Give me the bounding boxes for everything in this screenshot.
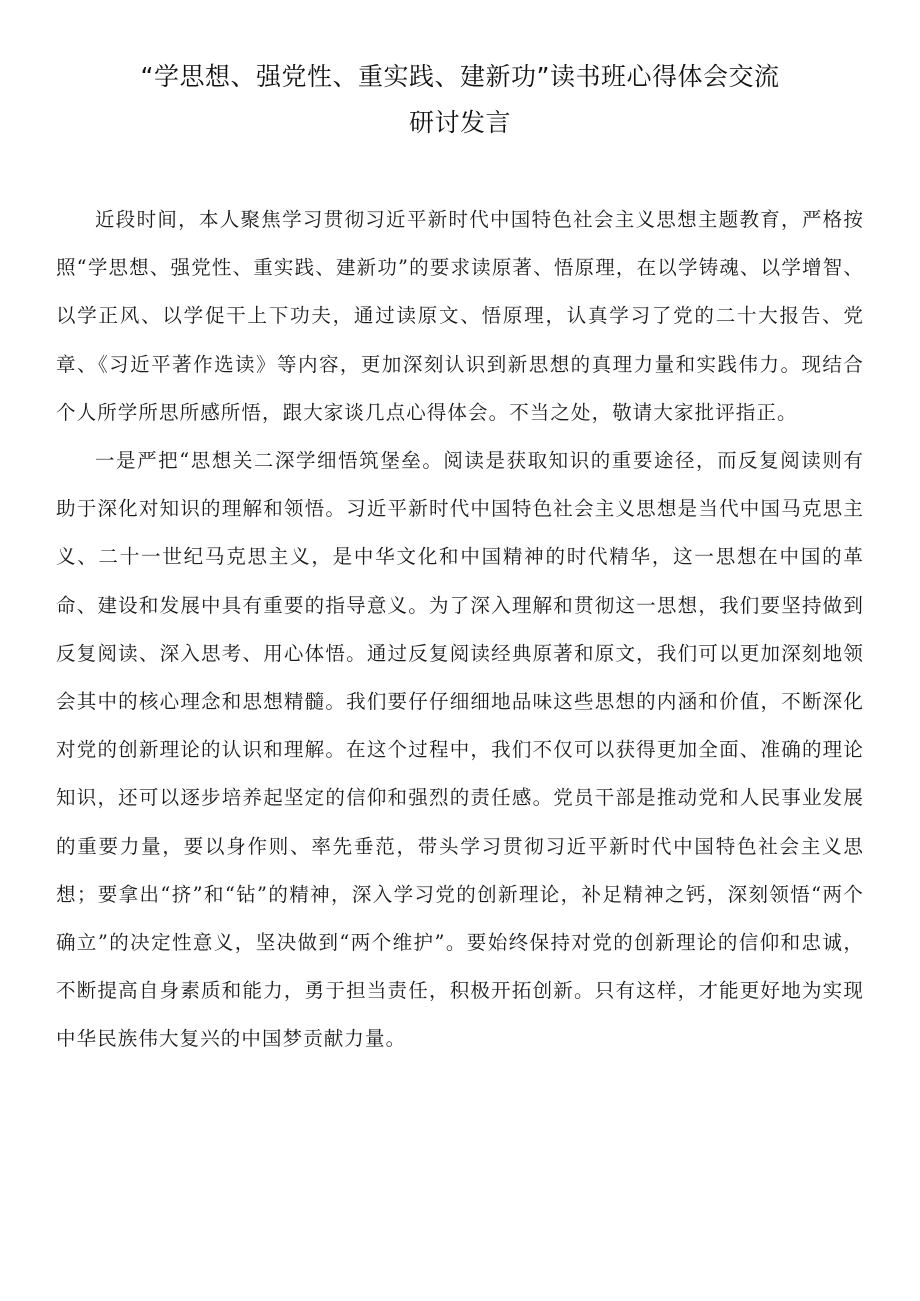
document-title <box>0 54 920 146</box>
title-line-2: 研讨发言 <box>408 108 511 137</box>
document-body <box>56 196 864 1064</box>
paragraph-point-one: 一是严把“思想关二深学细悟筑堡垒。阅读是获取知识的重要途径，而反复阅读则有助于深化对知识的理解和领悟。习近平新时代中国特色社会主义思想是当代中国马克思主义、二十一世纪马克思主义，是中华文化和中国精神的时代精华，这一思想在中国的革命、建设和发展中具有重要的指导意义。为了深入理解和贯彻这一思想，我们要坚持做到反复阅读、深入思考、用心体悟。通过反复阅读经典原著和原文，我们可以更加深刻地领会其中的核心理念和思想精髓。我们要仔仔细细地品味这些思想的内涵和价值，不断深化对党的创新理论的认识和理解。在这个过程中，我们不仅可以获得更加全面、准确的理论知识，还可以逐步培养起坚定的信仰和强烈的责任感。党员干部是推动党和人民事业发展的重要力量，要以身作则、率先垂范，带头学习贯彻习近平新时代中国特色社会主义思想；要拿出“挤”和“钻”的精神，深入学习党的创新理论，补足精神之钙，深刻领悟“两个确立”的决定性意义，坚决做到“两个维护”。要始终保持对党的创新理论的信仰和忠诚，不断提高自身素质和能力，勇于担当责任，积极开拓创新。只有这样，才能更好地为实现中华民族伟大复兴的中国梦贡献力量。 <box>56 449 864 1051</box>
title-line-1: “学思想、强党性、重实践、建新功”读书班心得体会交流 <box>140 62 780 91</box>
paragraph-intro: 近段时间，本人聚焦学习贯彻习近平新时代中国特色社会主义思想主题教育，严格按照“学思想、强党性、重实践、建新功”的要求读原著、悟原理，在以学铸魂、以学增智、以学正风、以学促干上下功夫，通过读原文、悟原理，认真学习了党的二十大报告、党章、《习近平著作选读》等内容，更加深刻认识到新思想的真理力量和实践伟力。现结合个人所学所思所感所悟，跟大家谈几点心得体会。不当之处，敬请大家批评指正。 <box>56 208 864 424</box>
